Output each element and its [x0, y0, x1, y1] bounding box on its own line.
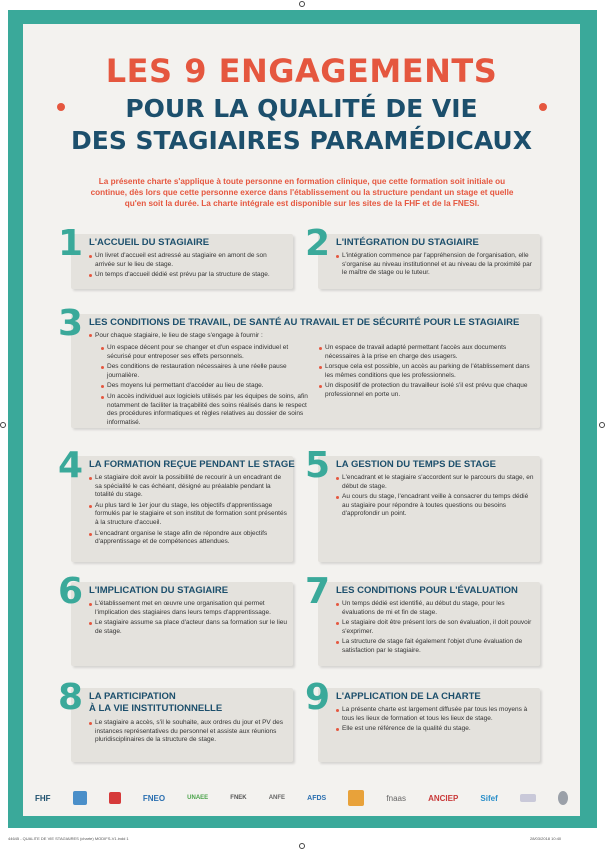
logo-emblem [558, 791, 568, 805]
list-item: L'encadrant et le stagiaire s'accordent sur le parcours du stage, en début de stage. [336, 474, 534, 491]
list-item: Un espace de travail adapté permettant l'accès aux documents nécessaires à la prise en charge des usagers. [319, 344, 531, 361]
engagement-title-7: LES CONDITIONS POUR L'ÉVALUATION [336, 585, 518, 596]
engagement-list-2 [336, 252, 534, 280]
list-item: Un accès individuel aux logiciels utilisés par les équipes de soins, afin notamment de faciliter la traçabilité des soins réalisés dans le respect des procédures informatiques et règles relatives au dossier de soins informatisé. [101, 393, 313, 427]
list-item: Des conditions de restauration nécessaires à une réelle pause journalière. [101, 363, 313, 380]
list-item: Au plus tard le 1er jour du stage, les objectifs d'apprentissage formulés par le stagiaire et son institut de formation sont présentés à la structure d'accueil. [89, 502, 287, 528]
intro-text: La présente charte s'applique à toute personne en formation clinique, que cette formation soit initiale ou continue, dès lors que cette personne exerce dans l'établissement ou la structure pendant un stage et quelle qu'en soit la durée. La charte intégrale est disponible sur les sites de la FHF et de la FNESI. [90, 177, 514, 208]
engagement-list-3-left [101, 344, 313, 429]
poster [23, 24, 580, 816]
list-item: L'établissement met en œuvre une organisation qui permet l'implication des stagiaires dans leurs temps d'apprentissage. [89, 600, 287, 617]
engagement-list-4 [89, 474, 287, 549]
list-item: Le stagiaire assume sa place d'acteur dans sa formation sur le lieu de stage. [89, 619, 287, 636]
engagement-list-6 [89, 600, 287, 638]
engagement-title-9: L'APPLICATION DE LA CHARTE [336, 691, 481, 702]
engagement-number-3: 3 [58, 303, 84, 344]
engagement-list-1 [89, 252, 287, 282]
list-item: L'encadrant organise le stage afin de répondre aux objectifs d'apprentissage et de compétences attendues. [89, 530, 287, 547]
engagement-number-7: 7 [305, 571, 331, 612]
engagement-title-2: L'INTÉGRATION DU STAGIAIRE [336, 237, 479, 248]
engagement-title-4: LA FORMATION REÇUE PENDANT LE STAGE [89, 459, 295, 470]
poster-title-line3: DES STAGIAIRES PARAMÉDICAUX [71, 126, 532, 155]
print-slug-date: 28/03/2018 10:40 [530, 836, 562, 841]
engagement-title-8-line2: À LA VIE INSTITUTIONNELLE [89, 703, 223, 714]
engagement-number-6: 6 [58, 571, 84, 612]
logo-afds: AFDS [307, 794, 327, 802]
logo-anciep: ANCIEP [428, 793, 459, 803]
crop-mark-left [0, 422, 6, 428]
list-item: Le stagiaire doit être présent lors de son évaluation, il doit pouvoir s'exprimer. [336, 619, 534, 636]
logo-fhf: FHF [35, 793, 51, 803]
logo-square-multicolor [348, 790, 364, 806]
logo-unaee: UNAEE [187, 795, 209, 801]
logo-cross-red [109, 792, 121, 804]
engagement-list-3-right [319, 344, 531, 402]
engagement-number-8: 8 [58, 677, 84, 718]
list-item: Un dispositif de protection du travailleur isolé s'il est prévu que chaque professionnel en porte un. [319, 382, 531, 399]
list-item: Un espace décent pour se changer et d'un espace individuel et sécurisé pour entreposer ses effets personnels. [101, 344, 313, 361]
list-item: Le stagiaire a accès, s'il le souhaite, aux ordres du jour et PV des instances représentatives du personnel et assiste aux réunions pluridisciplinaires de la structure de stage. [89, 719, 287, 745]
crop-mark-bottom [299, 843, 305, 849]
list-item: Lorsque cela est possible, un accès au parking de l'établissement dans les mêmes conditions que les professionnels. [319, 363, 531, 380]
logo-sifef: Sifef [480, 793, 498, 803]
engagement-list-8 [89, 719, 287, 747]
engagement-number-2: 2 [305, 223, 331, 264]
list-item: L'intégration commence par l'appréhension de l'organisation, elle s'organise au niveau institutionnel et au niveau de la proximité par le maître de stage ou le tuteur. [336, 252, 534, 278]
logo-small-grey [520, 794, 536, 802]
list-item: Le stagiaire doit avoir la possibilité de recourir à un encadrant de sa spécialité le cas échéant, désigné au préalable pendant la totalité du stage. [89, 474, 287, 500]
engagement-number-1: 1 [58, 223, 84, 264]
engagement-title-3: LES CONDITIONS DE TRAVAIL, DE SANTÉ AU TRAVAIL ET DE SÉCURITÉ POUR LE STAGIAIRE [89, 317, 520, 328]
partner-logos [23, 784, 580, 812]
crop-mark-right [599, 422, 605, 428]
logo-fnaas: fnaas [386, 793, 406, 803]
logo-square-blue [73, 791, 87, 805]
list-item: Des moyens lui permettant d'accéder au lieu de stage. [101, 382, 313, 391]
crop-mark-top [299, 1, 305, 7]
list-item: Elle est une référence de la qualité du stage. [336, 725, 534, 734]
engagement-title-1: L'ACCUEIL DU STAGIAIRE [89, 237, 210, 248]
engagement-title-8-line1: LA PARTICIPATION [89, 691, 176, 702]
list-item: La structure de stage fait également l'objet d'une évaluation de satisfaction par le stagiaire. [336, 638, 534, 655]
engagement-list-7 [336, 600, 534, 658]
logo-fneo: FNEO [142, 793, 166, 803]
engagement-lead-3: Pour chaque stagiaire, le lieu de stage s'engage à fournir : [89, 332, 263, 339]
poster-title-line2: POUR LA QUALITÉ DE VIE [125, 94, 478, 123]
engagement-number-9: 9 [305, 677, 331, 718]
engagement-number-4: 4 [58, 445, 84, 486]
list-item: Un temps d'accueil dédié est prévu par la structure de stage. [89, 271, 287, 280]
poster-title-line1: LES 9 ENGAGEMENTS [105, 52, 498, 90]
list-item: La présente charte est largement diffusée par tous les moyens à tous les lieux de formation et tous les lieux de stage. [336, 706, 534, 723]
logo-anfe: ANFE [268, 795, 286, 801]
engagement-list-5 [336, 474, 534, 521]
engagement-list-9 [336, 706, 534, 736]
list-item: Un livret d'accueil est adressé au stagiaire en amont de son arrivée sur le lieu de stage. [89, 252, 287, 269]
engagement-title-5: LA GESTION DU TEMPS DE STAGE [336, 459, 496, 470]
engagement-title-6: L'IMPLICATION DU STAGIAIRE [89, 585, 229, 596]
list-item: Au cours du stage, l'encadrant veille à consacrer du temps dédié au stagiaire pour répondre à toutes questions ou besoins d'approfondir un point. [336, 493, 534, 519]
print-slug-file: 44645 - QUALITE DE VIE STAGIAIRES (charte) MODIFS-V1.indd 1 [8, 836, 129, 841]
list-item: Un temps dédié est identifié, au début du stage, pour les évaluations de mi et fin de stage. [336, 600, 534, 617]
engagement-number-5: 5 [305, 445, 331, 486]
title-dot-right [539, 103, 547, 111]
logo-fnek: FNEK [230, 795, 247, 801]
